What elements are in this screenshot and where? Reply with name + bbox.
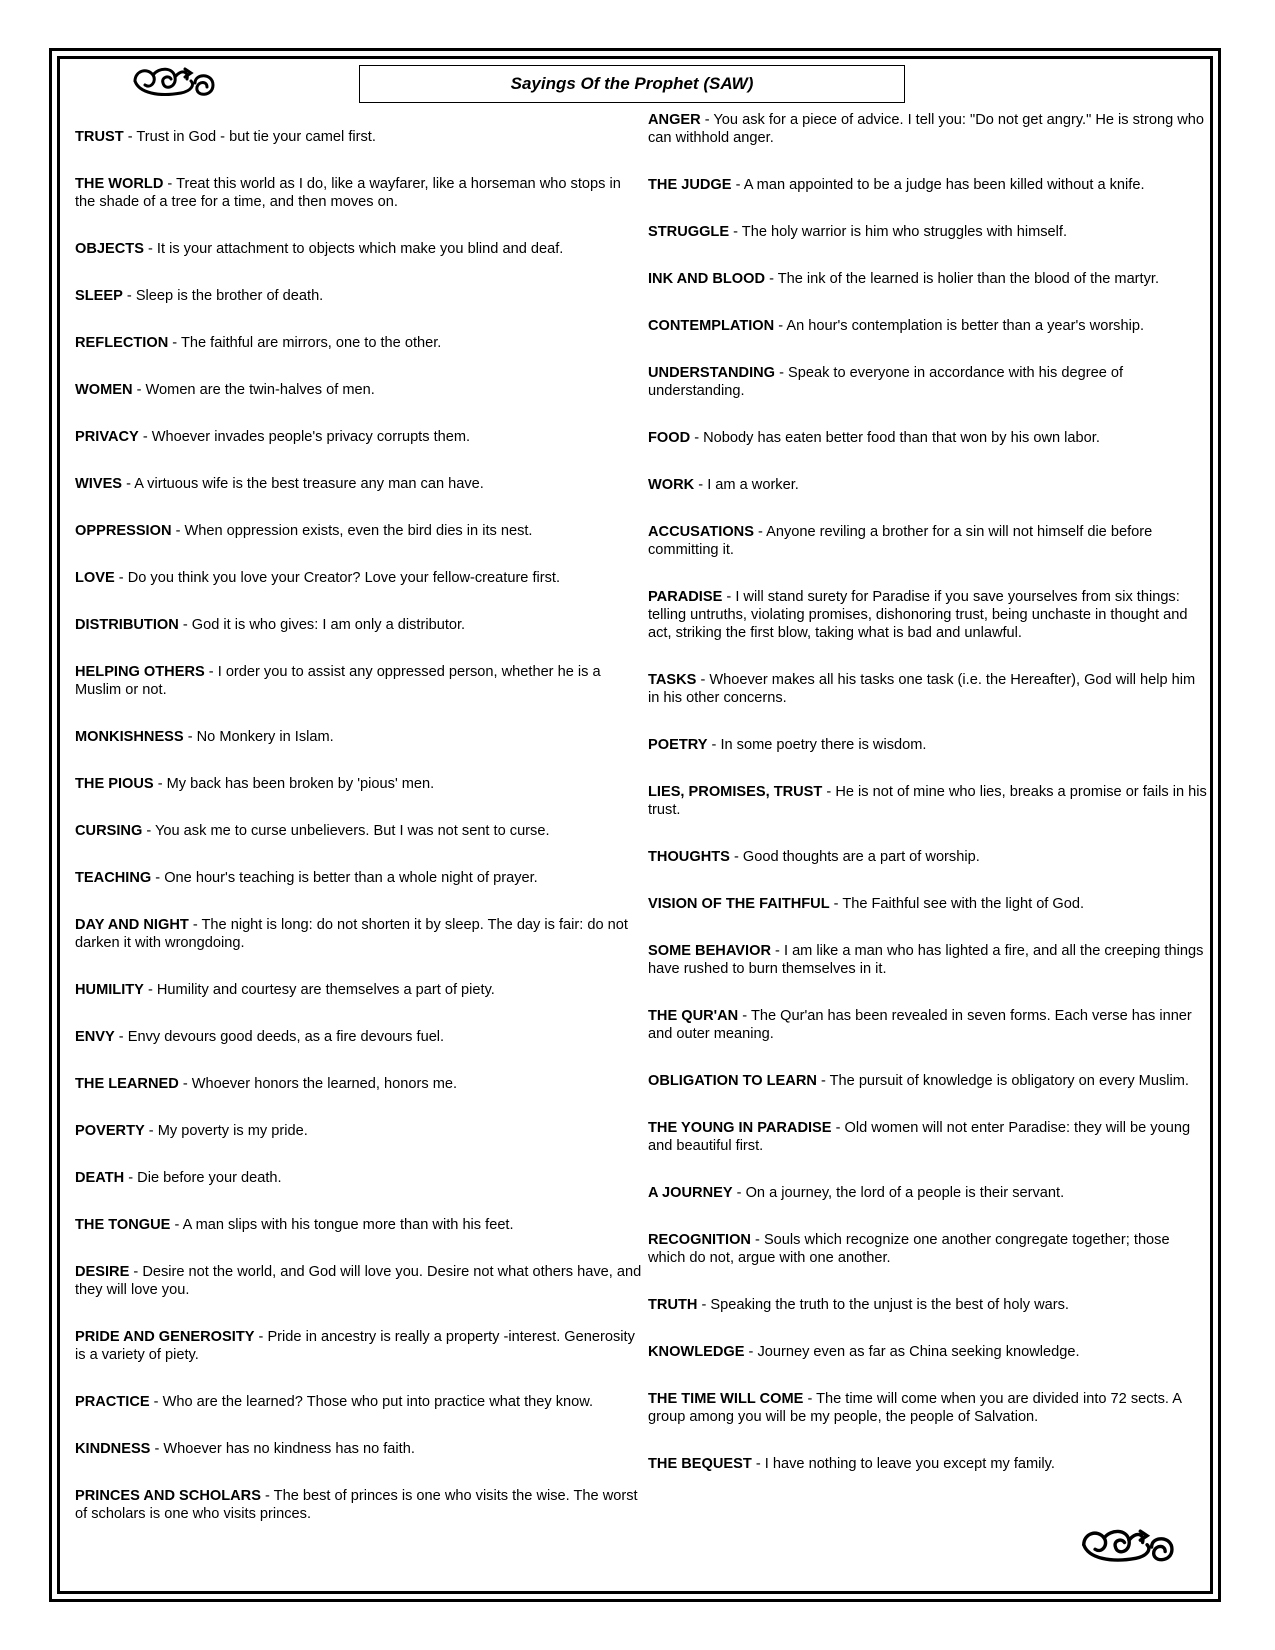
saying-entry — [648, 1119, 1210, 1155]
saying-text: - The Qur'an has been revealed in seven forms. Each verse has inner and outer meaning. — [648, 1008, 1192, 1042]
saying-entry — [648, 476, 1210, 494]
saying-heading: A JOURNEY — [648, 1185, 733, 1201]
saying-entry — [648, 1390, 1210, 1426]
saying-heading: REFLECTION — [75, 335, 169, 351]
ornament-flourish-icon — [1077, 1524, 1181, 1570]
saying-entry — [648, 223, 1210, 241]
saying-entry — [75, 981, 643, 999]
saying-text: - Die before your death. — [124, 1170, 282, 1186]
saying-text: - Whoever makes all his tasks one task (i.e. the Hereafter), God will help him in his other concerns. — [648, 672, 1196, 706]
saying-text: - Journey even as far as China seeking knowledge. — [744, 1344, 1080, 1360]
saying-heading: HELPING OTHERS — [75, 664, 205, 680]
saying-entry — [75, 522, 643, 540]
saying-heading: KNOWLEDGE — [648, 1344, 745, 1360]
saying-text: - I am like a man who has lighted a fire, and all the creeping things have rushed to burn themselves in it. — [648, 943, 1204, 977]
saying-text: - A man appointed to be a judge has been killed without a knife. — [731, 177, 1145, 193]
saying-text: - Desire not the world, and God will love you. Desire not what others have, and they will love you. — [75, 1264, 642, 1298]
saying-entry — [75, 1169, 643, 1187]
saying-entry — [75, 616, 643, 634]
saying-text: - A man slips with his tongue more than with his feet. — [170, 1217, 514, 1233]
saying-heading: THE QUR'AN — [648, 1008, 739, 1024]
saying-entry — [648, 176, 1210, 194]
saying-entry — [75, 1440, 643, 1458]
saying-entry — [648, 1296, 1210, 1314]
saying-heading: WORK — [648, 477, 695, 493]
saying-text: - No Monkery in Islam. — [183, 729, 334, 745]
saying-text: - He is not of mine who lies, breaks a promise or fails in his trust. — [648, 784, 1207, 818]
saying-entry — [75, 381, 643, 399]
saying-text: - Old women will not enter Paradise: they will be young and beautiful first. — [648, 1120, 1191, 1154]
saying-heading: DEATH — [75, 1170, 125, 1186]
saying-text: - Sleep is the brother of death. — [122, 288, 324, 304]
saying-text: - Souls which recognize one another congregate together; those which do not, argue with one another. — [648, 1232, 1170, 1266]
saying-heading: HUMILITY — [75, 982, 144, 998]
saying-text: - The best of princes is one who visits the wise. The worst of scholars is one who visits princes. — [75, 1488, 638, 1522]
saying-entry — [75, 240, 643, 258]
saying-text: - I am a worker. — [694, 477, 799, 493]
saying-heading: WIVES — [75, 476, 123, 492]
saying-text: - The night is long: do not shorten it by sleep. The day is fair: do not darken it with wrongdoing. — [75, 917, 628, 951]
saying-heading: THE TONGUE — [75, 1217, 171, 1233]
saying-entry — [648, 364, 1210, 400]
saying-entry — [648, 671, 1210, 707]
saying-heading: RECOGNITION — [648, 1232, 751, 1248]
saying-heading: THE TIME WILL COME — [648, 1391, 804, 1407]
saying-entry — [648, 942, 1210, 978]
saying-text: - The ink of the learned is holier than the blood of the martyr. — [765, 271, 1160, 287]
saying-text: - Nobody has eaten better food than that won by his own labor. — [690, 430, 1100, 446]
saying-text: - A virtuous wife is the best treasure any man can have. — [122, 476, 484, 492]
saying-entry — [648, 895, 1210, 913]
saying-entry — [648, 1072, 1210, 1090]
saying-heading: CONTEMPLATION — [648, 318, 775, 334]
saying-heading: LIES, PROMISES, TRUST — [648, 784, 823, 800]
saying-heading: DESIRE — [75, 1264, 130, 1280]
saying-text: - The time will come when you are divided into 72 sects. A group among you will be my people, the people of Salvation. — [648, 1391, 1182, 1425]
saying-text: - When oppression exists, even the bird dies in its nest. — [171, 523, 533, 539]
saying-entry — [648, 111, 1210, 147]
saying-text: - Pride in ancestry is really a property -interest. Generosity is a variety of piety. — [75, 1329, 635, 1363]
saying-entry — [648, 1343, 1210, 1361]
saying-text: - You ask for a piece of advice. I tell you: "Do not get angry." He is strong who can withhold anger. — [648, 112, 1205, 146]
saying-heading: OBJECTS — [75, 241, 144, 257]
saying-text: - On a journey, the lord of a people is their servant. — [732, 1185, 1065, 1201]
saying-heading: POETRY — [648, 737, 708, 753]
right-column — [648, 111, 1210, 1502]
saying-entry — [75, 428, 643, 446]
saying-heading: THE LEARNED — [75, 1076, 179, 1092]
saying-heading: THE YOUNG IN PARADISE — [648, 1120, 832, 1136]
saying-heading: THE BEQUEST — [648, 1456, 752, 1472]
saying-text: - Trust in God - but tie your camel first. — [123, 129, 376, 145]
saying-entry — [648, 270, 1210, 288]
saying-heading: PRIDE AND GENEROSITY — [75, 1329, 255, 1345]
saying-heading: POVERTY — [75, 1123, 145, 1139]
ornament-flourish-icon — [129, 63, 221, 103]
saying-entry — [648, 1455, 1210, 1473]
saying-text: - God it is who gives: I am only a distributor. — [178, 617, 466, 633]
saying-text: - Whoever invades people's privacy corrupts them. — [138, 429, 471, 445]
saying-text: - One hour's teaching is better than a whole night of prayer. — [151, 870, 538, 886]
saying-heading: TEACHING — [75, 870, 152, 886]
saying-heading: THOUGHTS — [648, 849, 730, 865]
saying-heading: PRIVACY — [75, 429, 139, 445]
saying-heading: DAY AND NIGHT — [75, 917, 189, 933]
saying-entry — [75, 334, 643, 352]
saying-heading: WOMEN — [75, 382, 133, 398]
saying-entry — [75, 128, 643, 146]
saying-entry — [648, 736, 1210, 754]
saying-entry — [75, 175, 643, 211]
saying-entry — [75, 1028, 643, 1046]
saying-heading: VISION OF THE FAITHFUL — [648, 896, 830, 912]
saying-entry — [75, 1122, 643, 1140]
saying-text: - In some poetry there is wisdom. — [707, 737, 927, 753]
saying-entry — [648, 523, 1210, 559]
saying-text: - My back has been broken by 'pious' men. — [153, 776, 435, 792]
saying-entry — [75, 1393, 643, 1411]
saying-text: - Women are the twin-halves of men. — [132, 382, 375, 398]
saying-entry — [75, 287, 643, 305]
saying-heading: THE WORLD — [75, 176, 164, 192]
saying-heading: TRUST — [75, 129, 124, 145]
saying-entry — [75, 775, 643, 793]
saying-entry — [75, 663, 643, 699]
saying-heading: PRINCES AND SCHOLARS — [75, 1488, 261, 1504]
saying-heading: INK AND BLOOD — [648, 271, 766, 287]
saying-entry — [75, 916, 643, 952]
saying-heading: THE PIOUS — [75, 776, 154, 792]
saying-entry — [648, 317, 1210, 335]
saying-entry — [75, 569, 643, 587]
saying-text: - It is your attachment to objects which make you blind and deaf. — [143, 241, 564, 257]
saying-entry — [648, 429, 1210, 447]
saying-text: - Do you think you love your Creator? Love your fellow-creature first. — [114, 570, 561, 586]
saying-text: - The Faithful see with the light of God. — [829, 896, 1085, 912]
saying-entry — [75, 475, 643, 493]
saying-entry — [648, 1007, 1210, 1043]
saying-heading: PARADISE — [648, 589, 723, 605]
saying-heading: CURSING — [75, 823, 143, 839]
saying-heading: UNDERSTANDING — [648, 365, 776, 381]
saying-text: - Whoever honors the learned, honors me. — [178, 1076, 458, 1092]
saying-text: - Whoever has no kindness has no faith. — [150, 1441, 415, 1457]
saying-entry — [75, 822, 643, 840]
saying-heading: DISTRIBUTION — [75, 617, 179, 633]
saying-heading: STRUGGLE — [648, 224, 730, 240]
saying-heading: ANGER — [648, 112, 701, 128]
saying-entry — [75, 1328, 643, 1364]
saying-entry — [75, 1075, 643, 1093]
saying-text: - Speak to everyone in accordance with his degree of understanding. — [648, 365, 1124, 399]
saying-entry — [648, 588, 1210, 642]
saying-text: - Anyone reviling a brother for a sin will not himself die before committing it. — [648, 524, 1153, 558]
saying-heading: TASKS — [648, 672, 697, 688]
saying-entry — [75, 728, 643, 746]
page-title: Sayings Of the Prophet (SAW) — [510, 74, 754, 93]
saying-text: - Good thoughts are a part of worship. — [729, 849, 980, 865]
saying-text: - The holy warrior is him who struggles with himself. — [729, 224, 1068, 240]
saying-entry — [75, 1263, 643, 1299]
saying-entry — [75, 1487, 643, 1523]
saying-heading: PRACTICE — [75, 1394, 150, 1410]
saying-text: - You ask me to curse unbelievers. But I was not sent to curse. — [142, 823, 550, 839]
saying-text: - The faithful are mirrors, one to the other. — [168, 335, 442, 351]
saying-heading: TRUTH — [648, 1297, 698, 1313]
saying-heading: KINDNESS — [75, 1441, 151, 1457]
saying-text: - Envy devours good deeds, as a fire devours fuel. — [114, 1029, 445, 1045]
title-box — [359, 65, 905, 103]
saying-heading: FOOD — [648, 430, 691, 446]
saying-text: - I have nothing to leave you except my family. — [751, 1456, 1055, 1472]
saying-entry — [75, 869, 643, 887]
saying-entry — [648, 1184, 1210, 1202]
saying-heading: ENVY — [75, 1029, 115, 1045]
saying-text: - My poverty is my pride. — [144, 1123, 308, 1139]
saying-entry — [75, 1216, 643, 1234]
left-column — [75, 128, 643, 1552]
saying-text: - Speaking the truth to the unjust is the best of holy wars. — [697, 1297, 1069, 1313]
saying-heading: THE JUDGE — [648, 177, 732, 193]
saying-heading: ACCUSATIONS — [648, 524, 754, 540]
saying-entry — [648, 783, 1210, 819]
saying-heading: SOME BEHAVIOR — [648, 943, 771, 959]
saying-heading: SLEEP — [75, 288, 123, 304]
saying-heading: LOVE — [75, 570, 115, 586]
saying-text: - I will stand surety for Paradise if you save yourselves from six things: telling untruths, violating promises, dishonoring trust, being unchaste in thought and act, striking the first blow, taking what is bad and unlawful. — [648, 589, 1188, 641]
saying-text: - Who are the learned? Those who put into practice what they know. — [149, 1394, 594, 1410]
saying-text: - The pursuit of knowledge is obligatory on every Muslim. — [816, 1073, 1189, 1089]
saying-heading: MONKISHNESS — [75, 729, 184, 745]
saying-heading: OBLIGATION TO LEARN — [648, 1073, 817, 1089]
saying-text: - Treat this world as I do, like a wayfarer, like a horseman who stops in the shade of a tree for a time, and then moves on. — [75, 176, 621, 210]
saying-entry — [648, 1231, 1210, 1267]
saying-text: - An hour's contemplation is better than a year's worship. — [774, 318, 1144, 334]
saying-text: - I order you to assist any oppressed person, whether he is a Muslim or not. — [75, 664, 601, 698]
saying-text: - Humility and courtesy are themselves a part of piety. — [143, 982, 495, 998]
saying-heading: OPPRESSION — [75, 523, 172, 539]
saying-entry — [648, 848, 1210, 866]
